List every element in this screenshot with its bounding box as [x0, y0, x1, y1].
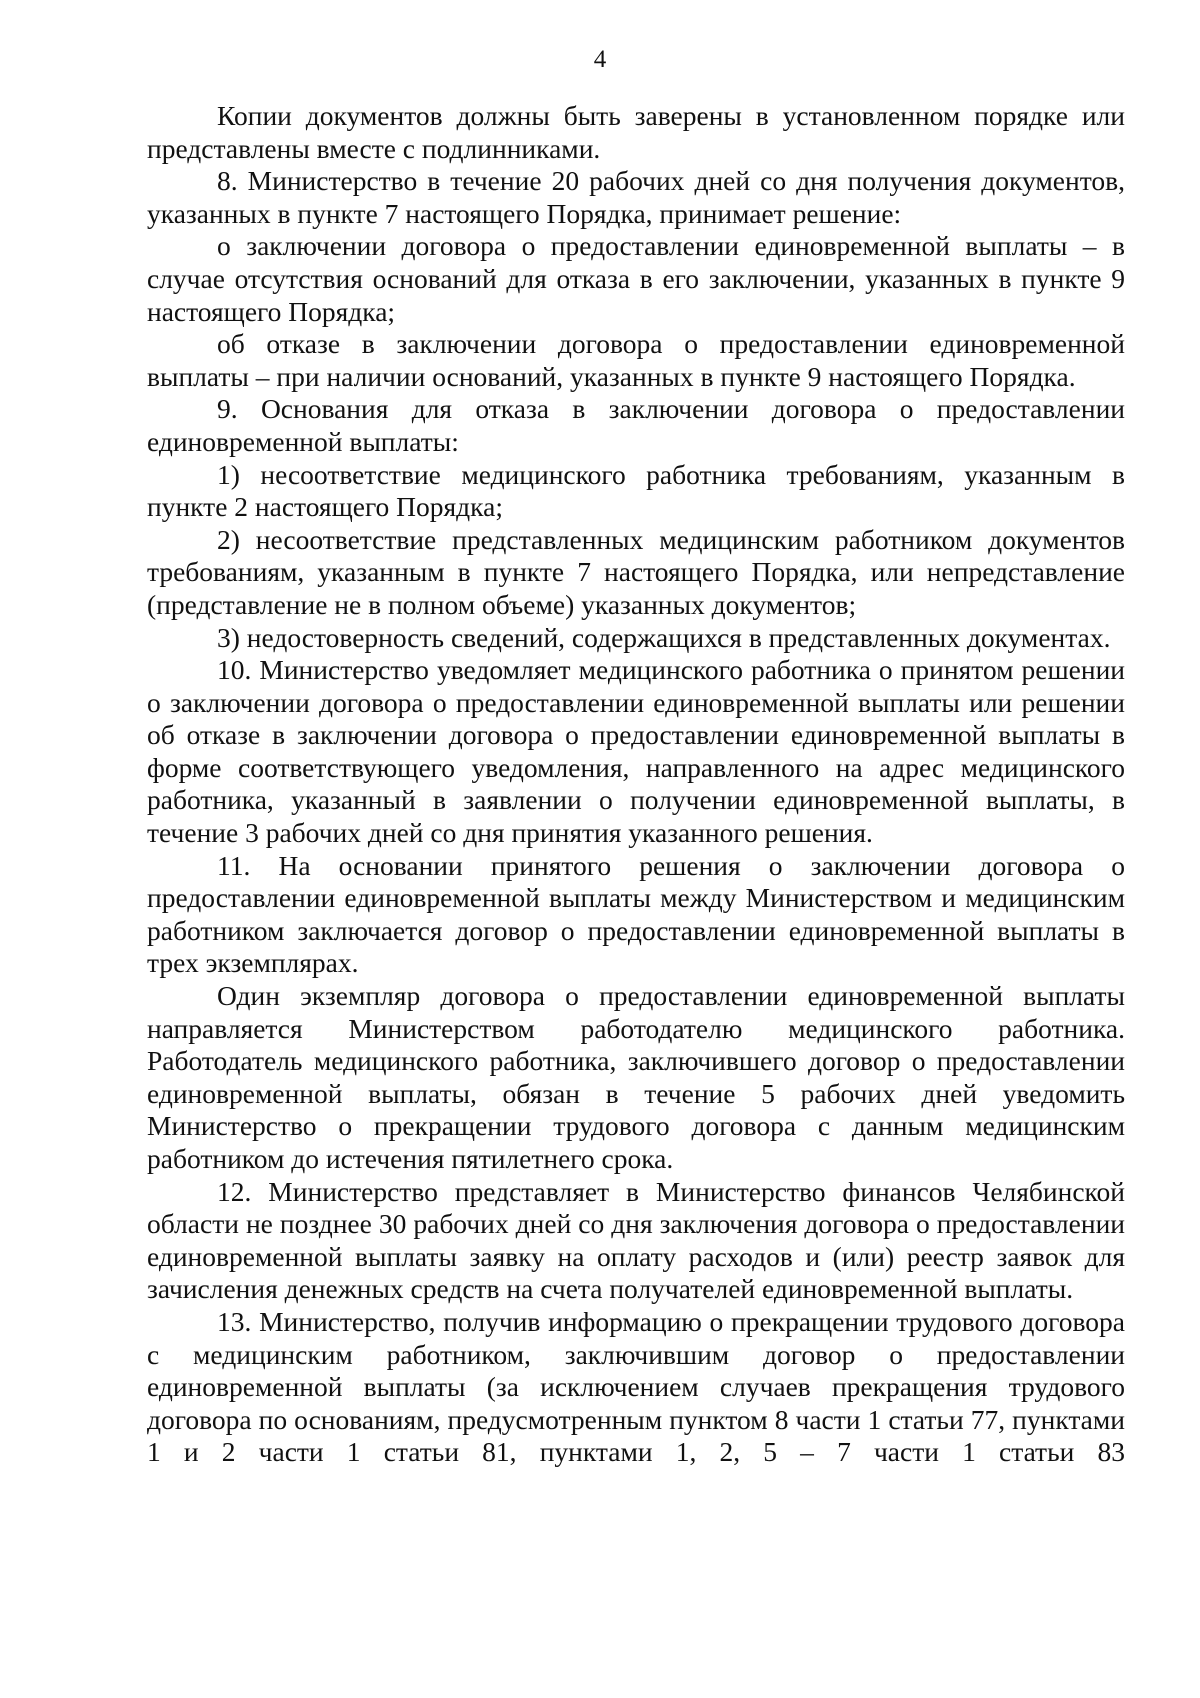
paragraph-9: 9. Основания для отказа в заключении договора о предоставлении единовременной выплаты: [147, 393, 1125, 457]
paragraph-9-item-2: 2) несоответствие представленных медицинским работником документов требованиям, указанным в пункте 7 настоящего Порядка, или непредставление (представление не в полном объеме) указанных документов; [147, 523, 1125, 620]
paragraph-8-conclusion: о заключении договора о предоставлении единовременной выплаты – в случае отсутствия оснований для отказа в его заключении, указанных в пункте 9 настоящего Порядка; [147, 230, 1125, 327]
paragraph-13: 13. Министерство, получив информацию о прекращении трудового договора с медицинским работником, заключившим договор о предоставлении единовременной выплаты (за исключением случаев прекращения трудового договора по основаниям, предусмотренным пунктом 8 части 1 статьи 77, пунктами 1 и 2 части 1 статьи 81, пунктами 1, 2, 5 – 7 части 1 статьи 83 [147, 1305, 1125, 1468]
paragraph-copies: Копии документов должны быть заверены в установленном порядке или представлены вместе с подлинниками. [147, 100, 1125, 164]
paragraph-8: 8. Министерство в течение 20 рабочих дней со дня получения документов, указанных в пункте 7 настоящего Порядка, принимает решение: [147, 165, 1125, 229]
paragraph-9-item-1: 1) несоответствие медицинского работника требованиям, указанным в пункте 2 настоящего Порядка; [147, 458, 1125, 523]
paragraph-12: 12. Министерство представляет в Министерство финансов Челябинской области не позднее 30 рабочих дней со дня заключения договора о предоставлении единовременной выплаты заявку на оплату расходов и (или) реестр заявок для зачисления денежных средств на счета получателей единовременной выплаты. [147, 1175, 1125, 1305]
paragraph-8-refusal: об отказе в заключении договора о предоставлении единовременной выплаты – при наличии оснований, указанных в пункте 9 настоящего Порядка. [147, 328, 1125, 392]
paragraph-11: 11. На основании принятого решения о заключении договора о предоставлении единовременной выплаты между Министерством и медицинским работником заключается договор о предоставлении единовременной выплаты в трех экземплярах. [147, 849, 1125, 979]
page-number: 4 [593, 46, 607, 73]
document-body [147, 100, 1125, 1469]
paragraph-10: 10. Министерство уведомляет медицинского работника о принятом решении о заключении договора о предоставлении единовременной выплаты или решении об отказе в заключении договора о предоставлении единовременной выплаты в форме соответствующего уведомления, направленного на адрес медицинского работника, указанный в заявлении о получении единовременной выплаты, в течение 3 рабочих дней со дня принятия указанного решения. [147, 654, 1125, 849]
paragraph-9-item-3: 3) недостоверность сведений, содержащихся в представленных документах. [217, 621, 1111, 653]
paragraph-11-copy: Один экземпляр договора о предоставлении единовременной выплаты направляется Министерством работодателю медицинского работника. Работодатель медицинского работника, заключившего договор о предоставлении единовременной выплаты, обязан в течение 5 рабочих дней уведомить Министерство о прекращении трудового договора с данным медицинским работником до истечения пятилетнего срока. [147, 980, 1125, 1174]
